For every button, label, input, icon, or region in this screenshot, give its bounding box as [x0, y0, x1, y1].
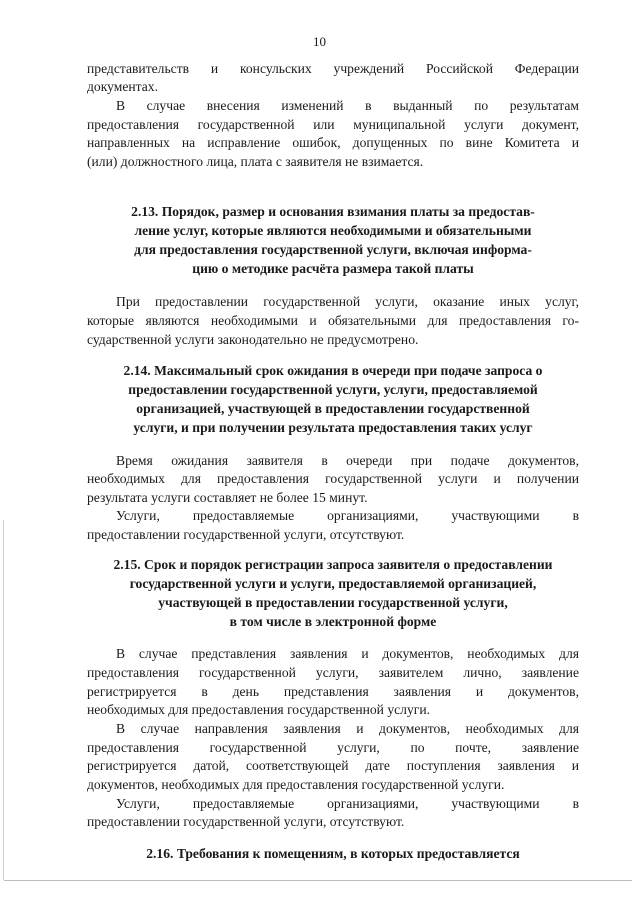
section-heading-2-13: ление услуг, которые являются необходимыми и обязательными: [134, 223, 532, 238]
section-heading-2-13: для предоставления государственной услуги, включая информа-: [134, 242, 532, 257]
paragraph-line: В случае направления заявления и документов, необходимых для: [116, 721, 579, 736]
paragraph-line: сударственной услуги законодательно не предусмотрено.: [87, 332, 419, 347]
section-heading-2-15: в том числе в электронной форме: [229, 614, 437, 629]
paragraph-line: документов, необходимых для предоставления государственной услуги.: [87, 777, 505, 792]
paragraph-line: направленных на исправление ошибок, допущенных по вине Комитета и: [87, 135, 579, 150]
paragraph-line: результата услуги составляет не более 15 минут.: [87, 490, 368, 505]
paragraph-line: Услуги, предоставляемые организациями, участвующими в: [116, 796, 579, 811]
section-heading-2-13: 2.13. Порядок, размер и основания взимания платы за предостав-: [131, 204, 535, 219]
section-heading-2-14: организацией, участвующей в предоставлении государственной: [136, 401, 530, 416]
scan-edge-bottom: [4, 880, 632, 881]
section-heading-2-14: предоставлении государственной услуги, услуги, предоставляемой: [128, 382, 538, 397]
section-heading-2-15: участвующей в предоставлении государственной услуги,: [158, 595, 508, 610]
paragraph-line: В случае представления заявления и документов, необходимых для: [116, 646, 579, 661]
paragraph-line: Время ожидания заявителя в очереди при подаче документов,: [116, 453, 579, 468]
scan-edge-left: [3, 520, 4, 880]
paragraph-line: документах.: [87, 79, 158, 94]
paragraph-line: предоставления государственной или муниципальной услуги документ,: [87, 117, 579, 132]
section-heading-2-15: 2.15. Срок и порядок регистрации запроса заявителя о предоставлении: [113, 557, 553, 572]
paragraph-line: представительств и консульских учреждений Российской Федерации: [87, 61, 579, 76]
paragraph-line: необходимых для предоставления государственной услуги и получении: [87, 471, 579, 486]
paragraph-line: предоставлении государственной услуги, отсутствуют.: [87, 814, 405, 829]
section-heading-2-14: 2.14. Максимальный срок ожидания в очереди при подаче запроса о: [123, 363, 543, 378]
paragraph-line: В случае внесения изменений в выданный по результатам: [116, 98, 579, 113]
section-heading-2-13: цию о методике расчёта размера такой платы: [192, 261, 474, 276]
paragraph-line: которые являются необходимыми и обязательными для предоставления го-: [87, 313, 579, 328]
page-number: 10: [313, 34, 326, 49]
section-heading-2-16: 2.16. Требования к помещениям, в которых предоставляется: [146, 846, 520, 861]
paragraph-line: предоставления государственной услуги, по почте, заявление: [87, 740, 579, 755]
paragraph-line: предоставлении государственной услуги, отсутствуют.: [87, 527, 405, 542]
paragraph-line: Услуги, предоставляемые организациями, участвующими в: [116, 508, 579, 523]
paragraph-line: регистрируется датой, соответствующей дате поступления заявления и: [87, 758, 579, 773]
section-heading-2-15: государственной услуги и услуги, предоставляемой организацией,: [129, 576, 537, 591]
paragraph-line: регистрируется в день представления заявления и документов,: [87, 684, 579, 699]
paragraph-line: предоставления государственной услуги, заявителем лично, заявление: [87, 665, 579, 680]
paragraph-line: При предоставлении государственной услуги, оказание иных услуг,: [116, 294, 579, 309]
paragraph-line: (или) должностного лица, плата с заявителя не взимается.: [87, 154, 424, 169]
paragraph-line: необходимых для предоставления государственной услуги.: [87, 702, 431, 717]
section-heading-2-14: услуги, и при получении результата предоставления таких услуг: [133, 420, 533, 435]
